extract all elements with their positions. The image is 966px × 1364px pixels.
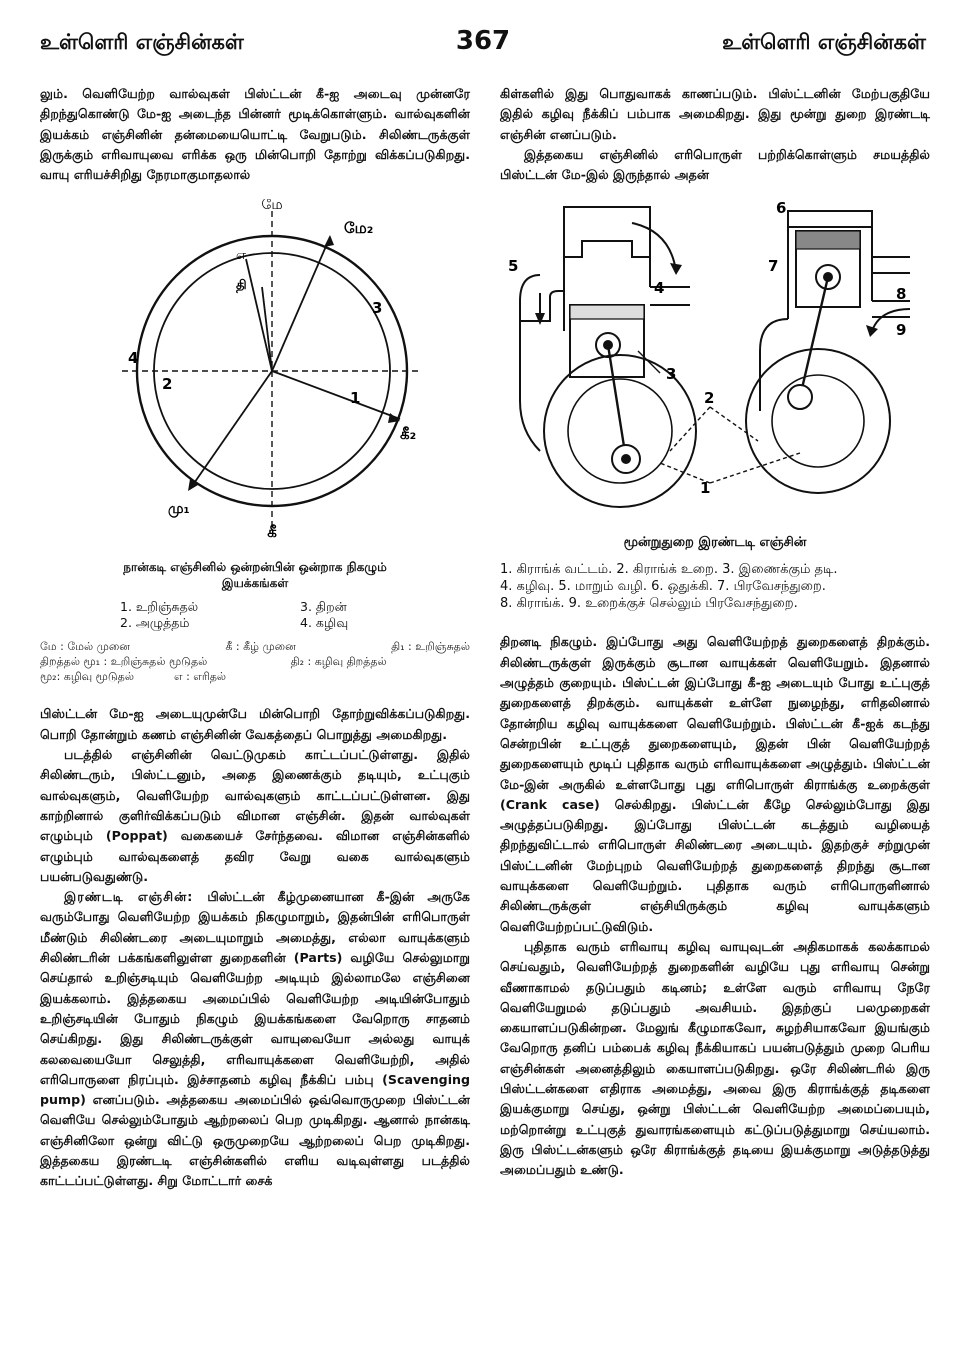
left-intro-paragraph: லும். வெளியேற்ற வால்வுகள் பிஸ்ட்டன் கீ-ஐ அடைவு முன்னரே திறந்துகொண்டு மே-ஐ அடைந்த பின்னர் மூடிக்கொள்ளும். வால்வுகளின் இயக்கம் எஞ்சினின் தன்மையையொட்டி வேறுபடும். சிலிண்டருக்குள் இருக்கும் எரிவாயுவை எரிக்க ஒரு மின்பொறி தோற்று விக்கப்படுகிறது. வாயு எரியச்சிறிது நேரமாகுமாதலால் — [40, 86, 470, 183]
two-stroke-engine-figure — [500, 201, 930, 612]
exhaust-arrowhead — [670, 263, 682, 275]
radial-line-thi — [262, 287, 272, 371]
callout-9: 9 — [896, 321, 907, 340]
legend-item-1: 1. உறிஞ்சுதல் — [120, 599, 199, 615]
right-crank-case — [746, 349, 890, 493]
label-top-dead-centre: மே — [261, 199, 283, 214]
callout-7: 7 — [768, 257, 779, 276]
arc-intake — [272, 371, 390, 489]
abbr-text: மே : மேல் முனை — [40, 640, 130, 654]
abbr-text: மூ₂: கழிவு மூடுதல் — [40, 670, 134, 684]
left-paragraph-3 — [40, 887, 470, 1191]
abbr-text: தி₂ : கழிவு திறத்தல் — [290, 655, 387, 669]
right-body-text — [500, 632, 930, 1180]
abbr-row — [40, 654, 470, 669]
figure2-legend-line: 1. கிராங்க் வட்டம். 2. கிராங்க் உறை. 3. இணைக்கும் தடி. — [500, 562, 838, 578]
running-title-left: உள்ளெரி எஞ்சின்கள் — [40, 30, 244, 54]
figure2-legend — [500, 561, 930, 612]
abbr-text: திறத்தல் மூ₁ : உறிஞ்சுதல் மூடுதல் — [40, 655, 208, 669]
intake-arrowhead — [866, 325, 878, 337]
right-intro-paragraph-2: இத்தகைய எஞ்சினில் எரிபொருள் பற்றிக்கொள்ளும் சமயத்தில் பிஸ்ட்டன் மே-இல் இருந்தால் அதன் — [500, 146, 930, 183]
legend-item-2: 2. அழுத்தம் — [120, 615, 190, 631]
figure1-abbreviations — [40, 639, 470, 684]
left-cylinder-head — [564, 207, 650, 257]
four-stroke-timing-figure — [40, 199, 470, 684]
label-e: எ — [236, 248, 247, 264]
right-piston-deflector — [796, 231, 860, 249]
right-crank-pin — [788, 385, 812, 409]
radial-line-mu1 — [190, 371, 272, 489]
figure1-caption: நான்கடி எஞ்சினில் ஒன்றன்பின் ஒன்றாக நிகழும் இயக்கங்கள் — [123, 560, 387, 591]
page-number: 367 — [455, 26, 511, 56]
exhaust-flow-arrow — [632, 223, 676, 271]
label-m2: மே₂ — [344, 219, 374, 238]
running-title-right: உள்ளெரி எஞ்சின்கள் — [722, 30, 926, 54]
callout-5: 5 — [508, 257, 519, 276]
leader-2-right — [710, 407, 758, 441]
page-header — [40, 26, 926, 64]
callout-8: 8 — [896, 285, 907, 304]
two-stroke-heading: இரண்டடி எஞ்சின்: — [64, 889, 208, 905]
figure2-legend-line: 8. கிராங்க். 9. உறைக்குச் செல்லும் பிரவேசந்துறை. — [500, 596, 798, 612]
label-arc-4: 4 — [128, 349, 139, 368]
arrow-m2 — [324, 235, 334, 247]
label-arc-1: 1 — [350, 389, 361, 408]
label-mu1: மு₁ — [168, 501, 190, 518]
label-thi: தி — [236, 278, 247, 294]
left-crankcase-wall — [520, 321, 540, 451]
figure2-legend-line: 4. கழிவு. 5. மாறும் வழி. 6. ஒதுக்கி. 7. பிரவேசந்துறை. — [500, 579, 826, 595]
callout-3: 3 — [666, 365, 677, 384]
right-cylinder-head — [788, 211, 872, 227]
right-crank-circle — [772, 375, 864, 467]
left-paragraph-1: பிஸ்ட்டன் மே-ஐ அடையுமுன்பே மின்பொறி தோற்றுவிக்கப்படுகிறது. பொறி தோன்றும் கணம் எஞ்சினின் வேகத்தைப் பொறுத்து அமைகிறது. — [40, 706, 470, 742]
abbr-text: தி₁ : உறிஞ்சுதல் — [391, 640, 470, 654]
label-arc-3: 3 — [372, 299, 383, 318]
left-paragraph-2: படத்தில் எஞ்சினின் வெட்டுமுகம் காட்டப்பட்டுள்ளது. இதில் சிலிண்டரும், பிஸ்ட்டனும், அதை இணைக்கும் தடியும், உட்புகும் வால்வுகளும், வெளியேற்ற வால்வுகளும் காட்டப்பட்டுள்ளன. இது காற்றினால் குளிர்விக்கப்படும் விமான எஞ்சின். இதன் வால்வுகள் எழும்பும் (Poppat) வகையைச் சேர்ந்தவை. விமான எஞ்சின்களில் எழும்பும் வால்வுகளைத் தவிர வேறு வகை வால்வுகளும் பயன்படுவதுண்டு. — [40, 747, 470, 884]
label-arc-2: 2 — [162, 375, 173, 394]
crank-pin-centre — [621, 454, 631, 464]
figure2-title: மூன்றுதுறை இரண்டடி எஞ்சின் — [623, 535, 807, 551]
left-body-text — [40, 704, 470, 1191]
callout-1: 1 — [700, 479, 711, 498]
radial-line-ki2 — [272, 371, 400, 419]
leader-2-left — [670, 407, 710, 451]
callout-2: 2 — [704, 389, 715, 408]
two-stroke-text: பிஸ்ட்டன் கீழ்முனையான கீ-இன் அருகே வரும்போது வெளியேற்ற இயக்கம் நிகழுமாறும், இதன்பின் எரிபொருள் மீண்டும் சிலிண்டரை அடையுமாறும் அமைத்து, எல்லா வாயுக்களும் சிலிண்டரின் பக்கங்களிலுள்ள துறைகளின் (Parts) வழியே செல்லுமாறு செய்தால் உறிஞ்சடியும் வெளியேற்ற அடியும் இல்லாமலே எஞ்சினை இயக்கலாம். இத்தகைய அமைப்பில் வெளியேற்ற அடியின்போதும் உறிஞ்சடியின் போதும் நிகழும் இயக்கங்களை வேறொரு சாதனம் செய்கிறது. இது சிலிண்டருக்குள் வாயுவையோ அல்லது வாயுக் கலவையையோ செலுத்தி, எரிவாயுக்களை வெளியேற்றி, அதில் எரிபொருளை நிரப்பும். இச்சாதனம் கழிவு நீக்கிப் பம்பு (Scavenging pump) எனப்படும். அத்தகைய அமைப்பில் ஒவ்வொருமுறை பிஸ்ட்டன் வெளியே செல்லும்போதும் ஆற்றலைப் பெற முடிகிறது. ஆனால் நான்கடி எஞ்சினிலோ ஒன்று விட்டு ஒருமுறையே ஆற்றலைப் பெற முடிகிறது. இத்தகைய இரண்டடி எஞ்சின்களில் எளிய வடிவுள்ளது படத்தில் காட்டப்பட்டுள்ளது. சிறு மோட்டார் சைக் — [40, 889, 470, 1189]
right-paragraph-2: புதிதாக வரும் எரிவாயு கழிவு வாயுவுடன் அதிகமாகக் கலக்காமல் செய்வதும், வெளியேற்றத் துறைகளின் வழியே புது எரிவாயு சென்று வீணாகாமல் தடுப்பதும் கடினம்; உள்ளே வரும் எரிவாயு நேரே வெளியேறுமல் தடுப்பதும் அவசியம். இதற்குப் பலமுறைகள் கையாளப்படுகின்றன. மேலுங் கீழுமாகவோ, சுழற்சியாகவோ இயங்கும் வேறொரு தனிப் பம்பைக் கழிவு நீக்கியாகப் பயன்படுத்தும் முறை பெரிய எஞ்சின்கள் அனைத்திலும் கையாளப்படுகிறது. ஒரே சிலிண்டரில் இரு பிஸ்ட்டன்களை எதிராக அமைத்து, அவை இரு கிராங்க்குத் தடிகளை இயக்குமாறு செய்து, ஒன்று பிஸ்ட்டன் வெளியேற்ற அமைப்பையும், மற்றொன்று உட்புகுத் துவாரங்களையும் கட்டுப்படுத்துமாறு செய்யலாம். இரு பிஸ்ட்டன்களும் ஒரே கிராங்க்குத் தடியை இயக்குமாறு அடுத்தடுத்து அமைப்பதும் உண்டு. — [500, 938, 930, 1178]
piston-top — [570, 305, 644, 319]
left-column — [40, 84, 470, 1192]
legend-item-4: 4. கழிவு — [300, 615, 349, 631]
label-ki2: கீ₂ — [400, 425, 417, 444]
legend-item-3: 3. திறன் — [300, 599, 347, 615]
right-column — [500, 84, 930, 1181]
arc-exhaust — [154, 253, 272, 371]
abbr-text: கீ : கீழ் முனை — [225, 640, 296, 654]
right-exhaust-port — [872, 257, 910, 273]
callout-4: 4 — [654, 279, 665, 298]
label-bottom-dead-centre: கீ — [267, 523, 277, 542]
right-intro-paragraph-1: கிள்களில் இது பொதுவாகக் காணப்படும். பிஸ்ட்டனின் மேற்பகுதியே இதில் கழிவு நீக்கிப் பம்பாக அமைகிறது. இது மூன்று துறை இரண்டடி எஞ்சின் எனப்படும். — [500, 86, 930, 142]
figure1-legend — [120, 599, 470, 631]
two-stroke-engine-diagram — [500, 201, 930, 519]
transfer-arrowhead — [535, 313, 545, 325]
abbr-row — [40, 669, 470, 684]
right-paragraph-1: திறனடி நிகழும். இப்போது அது வெளியேற்றத் துறைகளைத் திறக்கும். சிலிண்டருக்குள் இருக்கும் சூடான வாயுக்கள் வெளியேறும். இதனால் அழுத்தம் குறையும். பிஸ்ட்டன் இப்போது கீ-ஐ அடையும் போது உட்புகுத் துறைகளைத் திறக்கும். வாயுக்கள் உள்ளே நுழைந்து, எரிதலினால் தோன்றிய கழிவு வாயுக்களை வெளியேற்றும். பிஸ்ட்டன் கீ-ஐக் கடந்து சென்றபின் உட்புகுத் துறைகளையும், இதன் பின் வெளியேற்றத் துறைகளையும் மூடிப் புதிதாக வரும் எரிவாயுக்களை அழுத்தும். பிஸ்ட்டன் மே-இன் அருகில் உள்ளபோது புது எரிபொருள் கிராங்க்கு உறைக்குள் (Crank case) செல்கிறது. பிஸ்ட்டன் கீழே செல்லும்போது இது அழுத்தப்படுகிறது. இப்போது பிஸ்ட்டன் கடத்தும் வழியைத் திறந்துவிட்டால் எரிபொருள் சிலிண்டரை அடையும். இதற்குச் சற்றுமுன் பிஸ்ட்டனின் மேற்புறம் வெளியேற்றத் துறைகளைத் திறந்து சூடான வாயுக்களை வெளியேற்றும். புதிதாக வரும் எரிபொருளினால் சிலிண்டருக்குள் எஞ்சியிருக்கும் கழிவு வாயுக்களும் வெளியேற்றப்பட்டுவிடும். — [500, 634, 930, 934]
timing-circle-diagram — [40, 199, 470, 541]
abbr-text: எ : எரிதல் — [173, 670, 227, 684]
callout-6: 6 — [776, 201, 787, 218]
abbr-row — [40, 639, 470, 654]
radial-line-e — [246, 259, 272, 371]
